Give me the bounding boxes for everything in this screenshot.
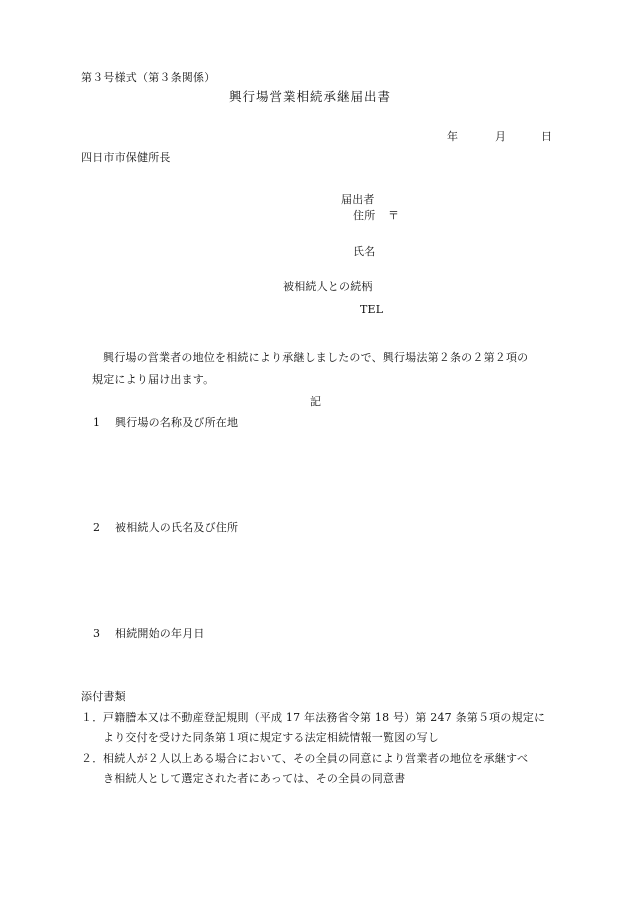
- ki-mark: 記: [310, 395, 322, 408]
- item-label: 相続開始の年月日: [115, 627, 205, 640]
- item-label: 被相続人の氏名及び住所: [115, 521, 239, 534]
- attachment-marker: ２．: [81, 752, 104, 765]
- tel-label: TEL: [360, 303, 384, 316]
- item-number: 2: [93, 521, 101, 534]
- addressee: 四日市市保健所長: [81, 151, 171, 164]
- declaration-line-1: 興行場の営業者の地位を相続により承継しましたので、興行場法第２条の２第２項の: [103, 351, 529, 364]
- attachment-line-1: 戸籍謄本又は不動産登記規則（平成 17 年法務省令第 18 号）第 247 条第５項の規定に: [103, 711, 546, 724]
- attachment-line-1: 相続人が２人以上ある場合において、その全員の同意により営業者の地位を承継すべ: [103, 752, 529, 765]
- date-year-label: 年: [447, 130, 459, 143]
- postal-mark: 〒: [388, 209, 400, 222]
- attachment-line-2: き相続人として選定された者にあっては、その全員の同意書: [103, 772, 406, 785]
- date-month-label: 月: [495, 130, 507, 143]
- name-label: 氏名: [353, 245, 376, 258]
- address-label: 住所: [353, 209, 376, 222]
- applicant-heading: 届出者: [341, 193, 375, 206]
- document-title: 興行場営業相続承継届出書: [229, 89, 392, 104]
- relationship-label: 被相続人との続柄: [283, 280, 373, 293]
- attachment-line-2: より交付を受けた同条第１項に規定する法定相続情報一覧図の写し: [103, 731, 439, 744]
- form-number: 第３号様式（第３条関係）: [81, 71, 216, 84]
- item-number: 1: [93, 416, 101, 429]
- item-label: 興行場の名称及び所在地: [115, 416, 239, 429]
- declaration-line-2: 規定により届け出ます。: [92, 373, 215, 386]
- attachments-heading: 添付書類: [81, 690, 126, 703]
- attachment-marker: １．: [81, 711, 104, 724]
- date-day-label: 日: [541, 130, 553, 143]
- item-number: 3: [93, 627, 101, 640]
